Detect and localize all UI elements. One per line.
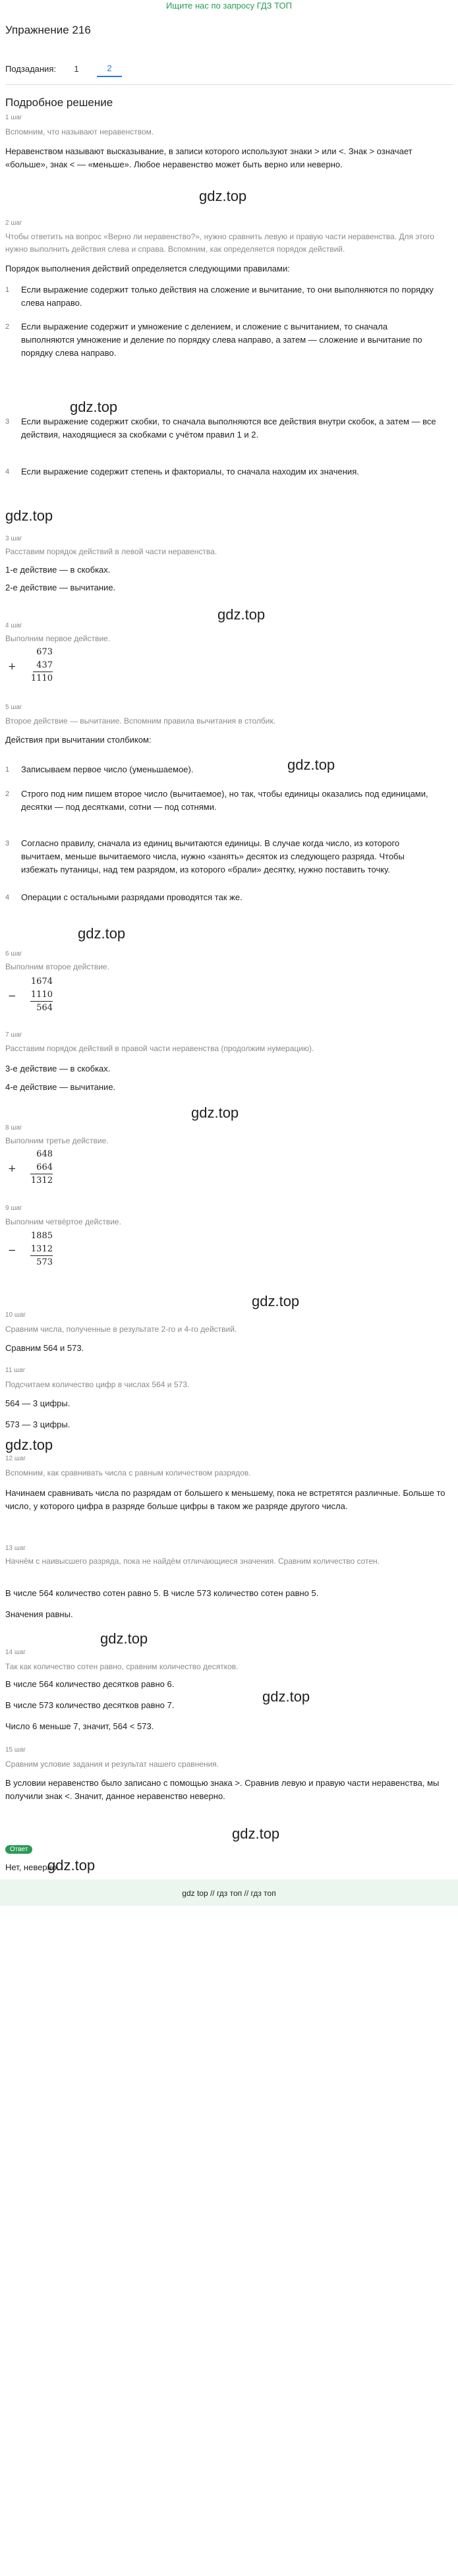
step-label: 9 шаг (5, 1205, 22, 1212)
list-item: 4 Операции с остальными разрядами проводятся так же. (5, 892, 243, 902)
step-hint: Выполним четвёртое действие. (5, 1217, 121, 1226)
minus-sign: − (8, 990, 16, 1002)
watermark: gdz.top (252, 1293, 300, 1309)
step-hint: Сравним условие задания и результат нашего сравнения. (5, 1760, 219, 1769)
step-label: 3 шаг (5, 535, 22, 542)
subtask-tab-2[interactable]: 2 (97, 61, 122, 77)
watermark: gdz.top (5, 1437, 53, 1453)
watermark: gdz.top (70, 399, 118, 415)
step-label: 15 шаг (5, 1746, 26, 1754)
solution-heading: Подробное решение (5, 96, 113, 109)
answer-badge: Ответ (5, 1845, 32, 1854)
watermark: gdz.top (191, 1104, 239, 1121)
result: 573 (36, 1257, 53, 1267)
list-item: 1 Если выражение содержит только действия на сложение и вычитание, то они выполняются по порядку слева направо. (5, 285, 434, 308)
subtasks-label: Подзадания: (5, 64, 56, 74)
minus-sign: − (8, 1244, 16, 1256)
watermark: gdz.top (199, 188, 247, 204)
step-label: 8 шаг (5, 1124, 22, 1131)
result: 1110 (30, 673, 53, 683)
step-hint: Второе действие — вычитание. Вспомним правила вычитания в столбик. (5, 716, 276, 726)
step-text: В числе 564 количество десятков равно 6. (5, 1679, 175, 1689)
step-hint: Выполним второе действие. (5, 962, 109, 971)
step-text: Значения равны. (5, 1609, 73, 1619)
step-text: Неравенством называют высказывание, в записи которого используют знаки > или <. Знак > означает «больше», знак < — «меньше». Любое неравенство может быть верно или неверно. (5, 146, 413, 169)
list-item: 3 Если выражение содержит скобки, то сначала выполняются все действия внутри скобок, а затем — все действия, находящиеся за скобками с учётом правил 1 и 2. (5, 416, 436, 440)
watermark: gdz.top (47, 1857, 96, 1874)
list-item: 2 Если выражение содержит и умножение с делением, и сложение с вычитанием, то сначала выполняются умножение и деление по порядку слева направо, а затем — сложение и вычитание по порядку слева направо. (5, 322, 422, 358)
step-hint: Вспомним, как сравнивать числа с равным количеством разрядов. (5, 1468, 251, 1477)
step-label: 10 шаг (5, 1311, 26, 1319)
step-label: 11 шаг (5, 1367, 26, 1374)
page-title: Упражнение 216 (5, 24, 91, 36)
operand-b: 1110 (30, 990, 53, 1000)
step-label: 12 шаг (5, 1455, 26, 1462)
watermark: gdz.top (262, 1688, 310, 1705)
column-subtraction (8, 1231, 53, 1274)
step-text: Действия при вычитании столбиком: (5, 735, 152, 745)
step-hint: Чтобы ответить на вопрос «Верно ли неравенство?», нужно сравнить левую и правую части неравенства. Для этого нужно выполнить действия слева и справа. Вспомним, как определяется порядок действий. (5, 232, 434, 254)
step-label: 6 шаг (5, 950, 22, 958)
step-hint: Сравним числа, полученные в результате 2-го и 4-го действий. (5, 1325, 237, 1334)
step-hint: Начнём с наивысшего разряда, пока не найдём отличающиеся значения. Сравним количество сотен. (5, 1557, 380, 1566)
step-text: 1-е действие — в скобках. (5, 565, 111, 575)
step-hint: Выполним третье действие. (5, 1136, 109, 1145)
step-hint: Расставим порядок действий в левой части неравенства. (5, 547, 217, 556)
step-hint: Расставим порядок действий в правой части неравенства (продолжим нумерацию). (5, 1044, 314, 1053)
step-label: 5 шаг (5, 704, 22, 711)
step-text: 573 — 3 цифры. (5, 1419, 71, 1429)
operand-b: 437 (36, 660, 53, 670)
plus-sign: + (8, 1162, 16, 1174)
result-line (30, 1001, 53, 1002)
step-text: 564 — 3 цифры. (5, 1398, 71, 1408)
result-line (30, 1255, 53, 1256)
top-banner (0, 0, 458, 13)
watermark: gdz.top (78, 925, 126, 942)
plus-sign: + (8, 660, 16, 672)
result: 1312 (30, 1176, 53, 1186)
step-hint: Подсчитаем количество цифр в числах 564 и 573. (5, 1380, 190, 1389)
watermark: gdz.top (287, 757, 335, 773)
step-label: 13 шаг (5, 1545, 26, 1552)
step-text: В числе 564 количество сотен равно 5. В числе 573 количество сотен равно 5. (5, 1588, 319, 1598)
step-hint: Выполним первое действие. (5, 634, 111, 643)
step-text: 3-е действие — в скобках. (5, 1064, 111, 1073)
step-label: 14 шаг (5, 1649, 26, 1656)
operand-a: 648 (36, 1149, 53, 1159)
list-item: 2 Строго под ним пишем второе число (вычитаемое), но так, чтобы единицы оказались под единицами, десятки — под десятками, сотни — под сотнями. (5, 789, 428, 812)
watermark: gdz.top (232, 1825, 280, 1842)
operand-a: 1885 (30, 1231, 53, 1241)
divider (5, 84, 453, 85)
list-item: 3 Согласно правилу, сначала из единиц вычитаются единицы. В случае когда число, из которого вычитаем, меньше вычитаемого числа, нужно «занять» десяток из следующего разряда. Чтобы избежать путаницы, над тем разрядом, из которого «брали» десятку, нужно поставить точку. (5, 838, 405, 874)
operand-b: 664 (36, 1162, 53, 1172)
column-addition (8, 647, 53, 691)
step-text: Сравним 564 и 573. (5, 1343, 84, 1353)
list-item: 1 Записываем первое число (уменьшаемое). (5, 764, 194, 774)
column-subtraction (8, 977, 53, 1020)
result: 564 (36, 1003, 53, 1013)
subtask-tab-1[interactable]: 1 (74, 64, 79, 74)
step-hint: Так как количество сотен равно, сравним количество десятков. (5, 1662, 239, 1671)
step-label: 1 шаг (5, 114, 22, 121)
column-addition (8, 1149, 53, 1193)
list-item: 4 Если выражение содержит степень и факториалы, то сначала находим их значения. (5, 467, 359, 476)
step-label: 4 шаг (5, 622, 22, 629)
step-label: 2 шаг (5, 219, 22, 227)
footer: gdz top // гдз топ // гдз топ (182, 1889, 276, 1898)
step-hint: Вспомним, что называют неравенством. (5, 127, 154, 136)
watermark: gdz.top (100, 1630, 148, 1647)
step-text: Порядок выполнения действий определяется следующими правилами: (5, 264, 290, 273)
answer-text: Нет, неверно. (5, 1862, 59, 1872)
step-text: В условии неравенство было записано с помощью знака >. Сравнив левую и правую части неравенства, мы получили знак <. Значит, данное неравенство неверно. (5, 1778, 440, 1801)
step-text: Начинаем сравнивать числа по разрядам от большего к меньшему, пока не встретятся различные. Больше то число, у которого цифра в разряде больше цифры в таком же разряде другого числа. (5, 1488, 445, 1511)
operand-a: 1674 (30, 977, 53, 987)
step-text: Число 6 меньше 7, значит, 564 < 573. (5, 1721, 154, 1731)
step-label: 7 шаг (5, 1031, 22, 1039)
step-text: 4-е действие — вычитание. (5, 1082, 116, 1092)
step-text: В числе 573 количество десятков равно 7. (5, 1700, 175, 1710)
search-hint-link[interactable]: Ищите нас по запросу ГДЗ ТОП (166, 1, 292, 11)
step-text: 2-е действие — вычитание. (5, 583, 116, 592)
operand-a: 673 (36, 647, 53, 657)
operand-b: 1312 (30, 1244, 53, 1254)
watermark: gdz.top (5, 507, 53, 524)
subtasks-row (5, 61, 122, 77)
watermark: gdz.top (217, 606, 266, 623)
